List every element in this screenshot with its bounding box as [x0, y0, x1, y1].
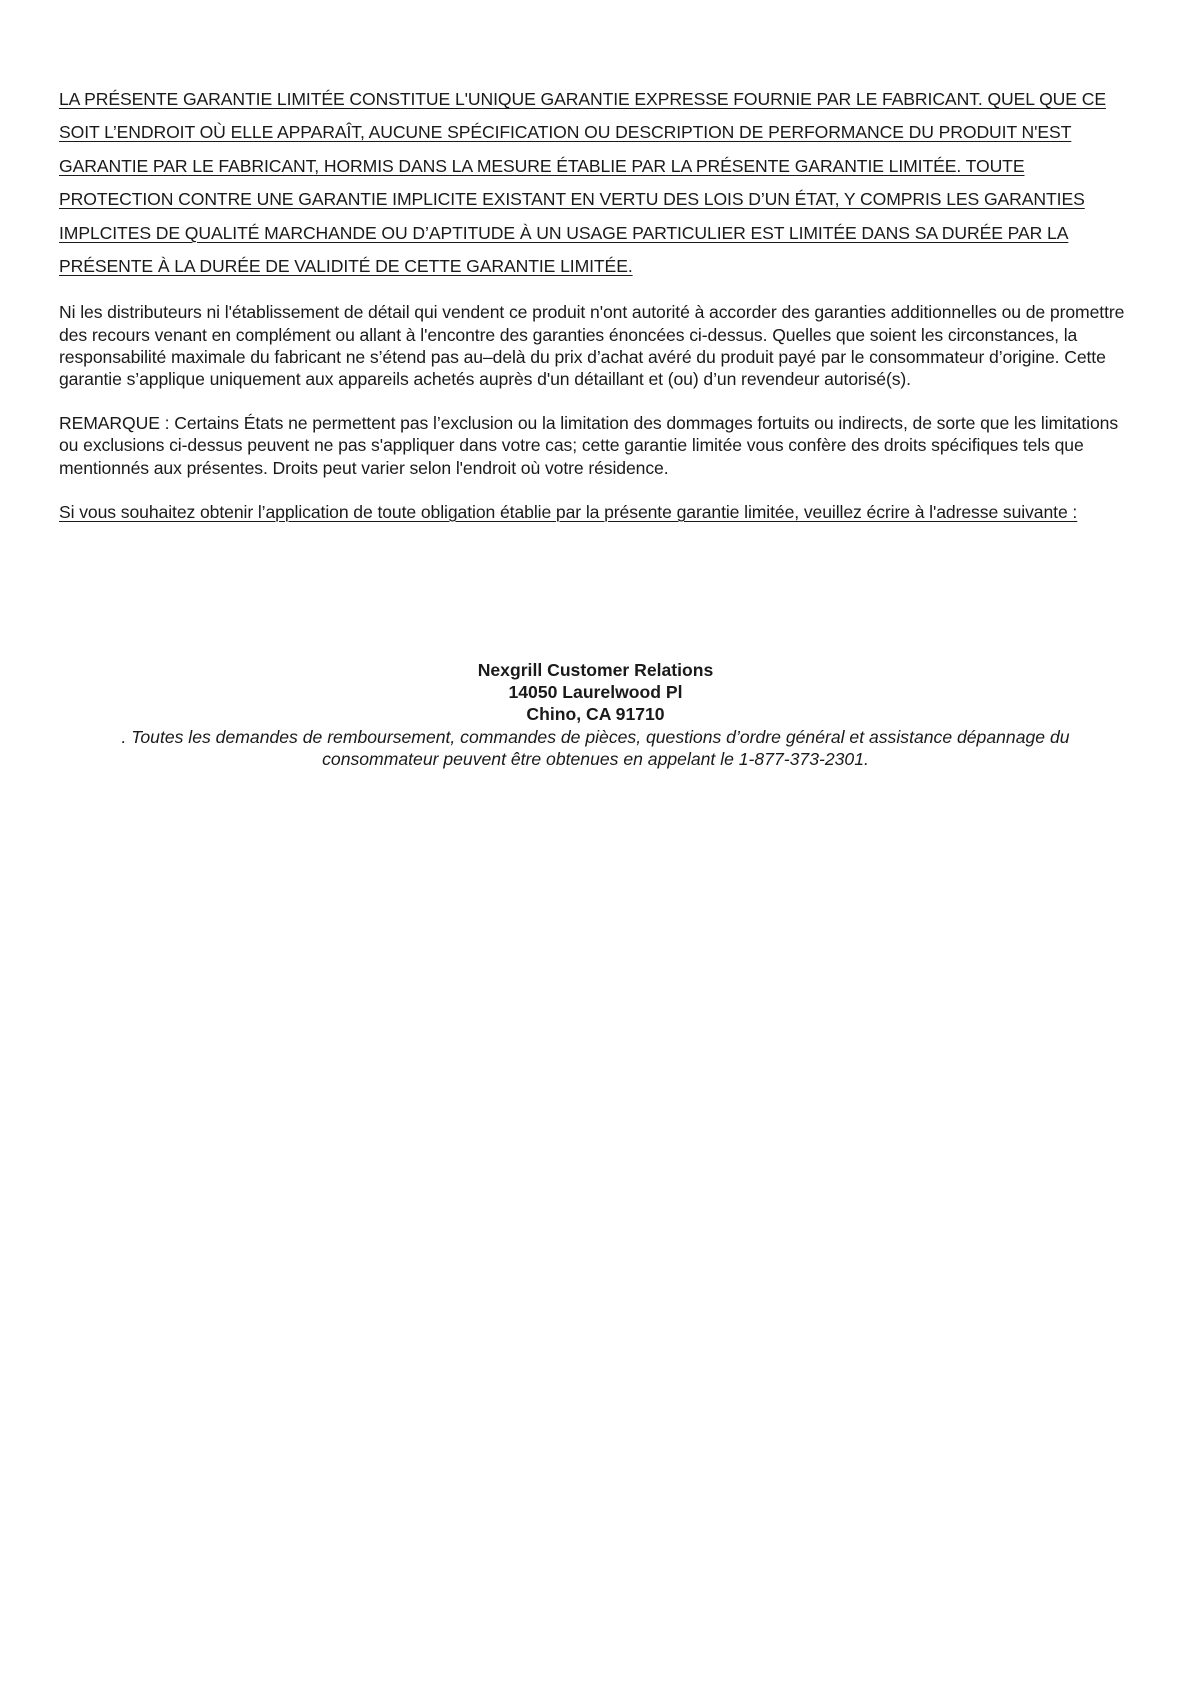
remark-paragraph: REMARQUE : Certains États ne permettent pas l’exclusion ou la limitation des dommages fortuits ou indirects, de sorte que les limitations ou exclusions ci-dessus peuvent ne pas s'appliquer dans votre cas; cette garantie limitée vous confère des droits spécifiques tels que mentionnés aux présentes. Droits peut varier selon l'endroit où votre résidence.: [59, 413, 1119, 478]
warranty-notice-paragraph: LA PRÉSENTE GARANTIE LIMITÉE CONSTITUE L'UNIQUE GARANTIE EXPRESSE FOURNIE PAR LE FABRICANT. QUEL QUE CE SOIT L’ENDROIT OÙ ELLE APPARAÎT, AUCUNE SPÉCIFICATION OU DESCRIPTION DE PERFORMANCE DU PRODUIT N'EST GARANTIE PAR LE FABRICANT, HORMIS DANS LA MESURE ÉTABLIE PAR LA PRÉSENTE GARANTIE LIMITÉE. TOUTE PROTECTION CONTRE UNE GARANTIE IMPLICITE EXISTANT EN VERTU DES LOIS D’UN ÉTAT, Y COMPRIS LES GARANTIES IMPLCITES DE QUALITÉ MARCHANDE OU D’APTITUDE À UN USAGE PARTICULIER EST LIMITÉE DANS SA DURÉE PAR LA PRÉSENTE À LA DURÉE DE VALIDITÉ DE CETTE GARANTIE LIMITÉE.: [59, 89, 1106, 277]
street-address: 14050 Laurelwood Pl: [508, 682, 683, 703]
company-name: Nexgrill Customer Relations: [477, 660, 714, 680]
distributors-paragraph: Ni les distributeurs ni l'établissement de détail qui vendent ce produit n'ont autorité à accorder des garanties additionnelles ou de promettre des recours venant en complément ou allant à l'encontre des garanties énoncées ci-dessus. Quelles que soient les circonstances, la responsabilité maximale du fabricant ne s’étend pas au–delà du prix d’achat avéré du produit payé par le consommateur d’origine. Cette garantie s’applique uniquement aux appareils achetés auprès d'un détaillant et (ou) d’un revendeur autorisé(s).: [59, 302, 1125, 390]
city-state-zip: Chino, CA 91710: [526, 704, 665, 725]
contact-note: . Toutes les demandes de remboursement, commandes de pièces, questions d’ordre général et assistance dépannage du consommateur peuvent être obtenues en appelant le 1-877-373-2301.: [121, 726, 1070, 769]
address-block: [0, 659, 1191, 770]
address-intro-paragraph: Si vous souhaitez obtenir l’application de toute obligation établie par la présente garantie limitée, veuillez écrire à l'adresse suivante :: [59, 501, 1078, 522]
document-body: [59, 83, 1139, 523]
